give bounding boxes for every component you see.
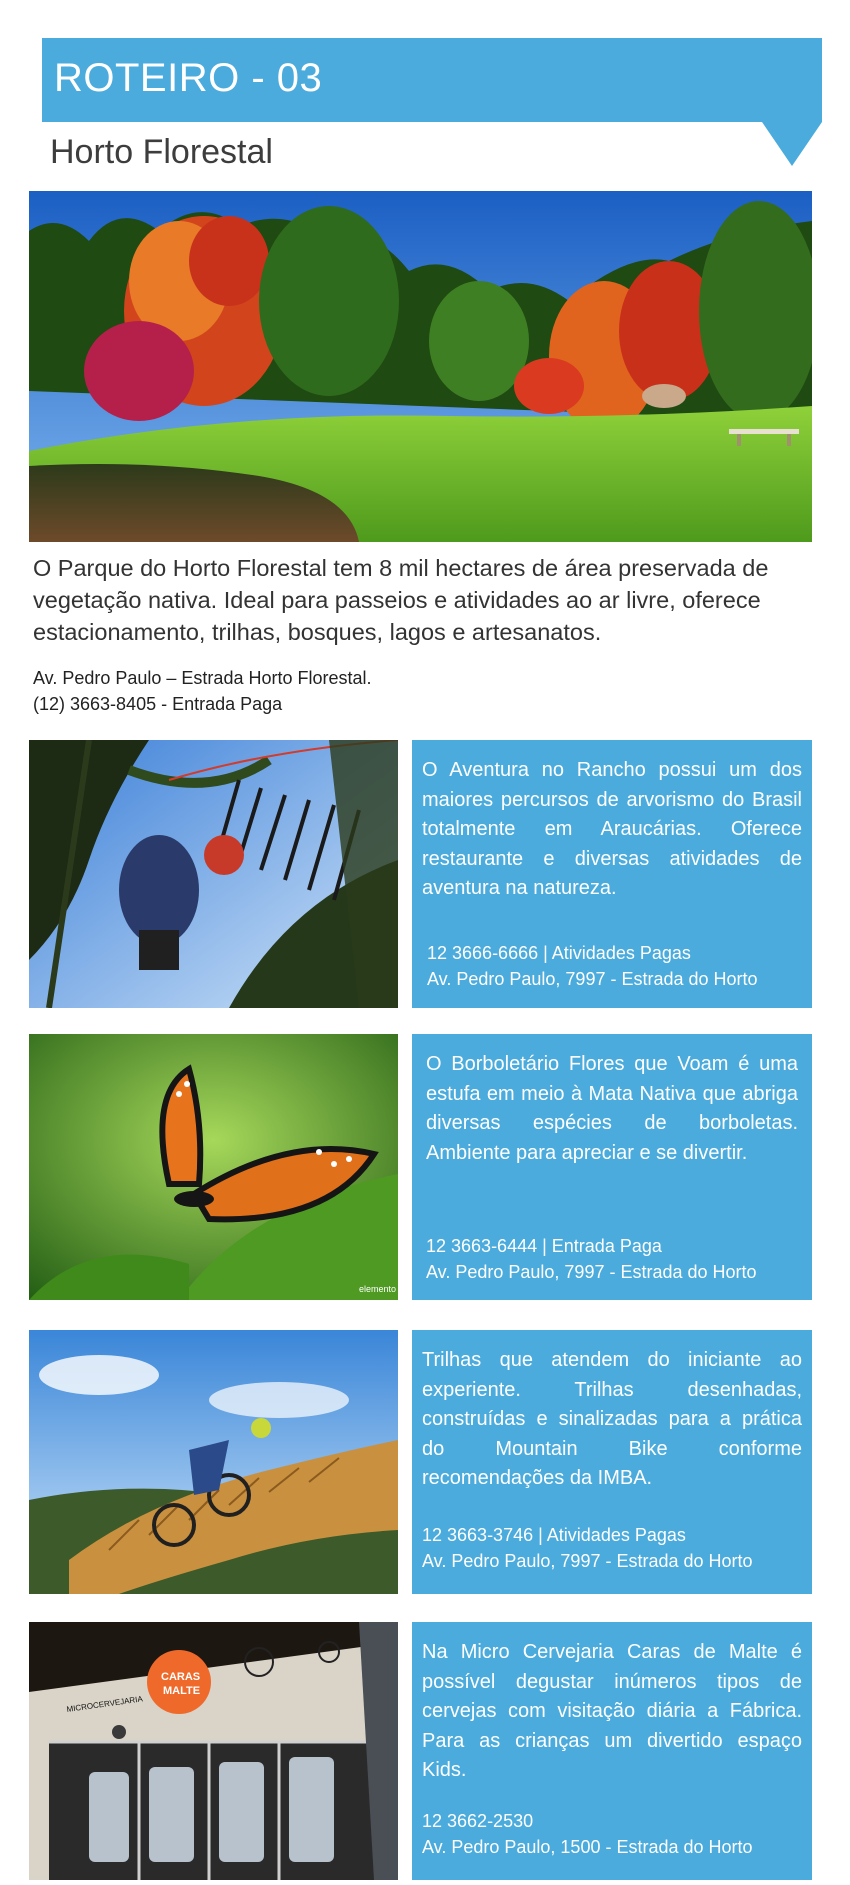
attraction-address: Av. Pedro Paulo, 7997 - Estrada do Horto <box>427 969 758 989</box>
intro-paragraph: O Parque do Horto Florestal tem 8 mil hectares de área preservada de vegetação nativa. Ideal para passeios e atividades ao ar livre, oferece estacionamento, trilhas, bosques, lagos e artesanatos. <box>33 555 769 645</box>
hero-park-photo <box>29 191 812 542</box>
attraction-row-borboletario <box>29 1034 812 1300</box>
attraction-row-trilhas <box>29 1330 812 1594</box>
attraction-address: Av. Pedro Paulo, 7997 - Estrada do Horto <box>422 1551 753 1571</box>
attraction-phone: 12 3663-6444 | Entrada Paga <box>426 1236 662 1256</box>
attraction-contact-block <box>422 940 804 992</box>
attraction-phone: 12 3666-6666 | Atividades Pagas <box>427 943 691 963</box>
attraction-phone: 12 3662-2530 <box>422 1811 534 1831</box>
attraction-card-trilhas <box>412 1330 812 1594</box>
intro-address <box>33 665 372 717</box>
brewery-photo <box>29 1622 398 1880</box>
page-subtitle: Horto Florestal <box>50 133 273 171</box>
title-banner <box>42 38 822 122</box>
attraction-contact-block <box>426 1233 804 1285</box>
attraction-description: Na Micro Cervejaria Caras de Malte é possível degustar inúmeros tipos de cervejas com visitação diária a Fábrica. Para as crianças um divertido espaço Kids. <box>422 1641 802 1781</box>
attraction-row-cervejaria <box>29 1622 812 1880</box>
intro-phone-line: (12) 3663-8405 - Entrada Paga <box>33 694 283 714</box>
attraction-address: Av. Pedro Paulo, 1500 - Estrada do Horto <box>422 1837 753 1857</box>
intro-address-line: Av. Pedro Paulo – Estrada Horto Florestal. <box>33 668 372 688</box>
attraction-phone: 12 3663-3746 | Atividades Pagas <box>422 1525 686 1545</box>
attraction-address: Av. Pedro Paulo, 7997 - Estrada do Horto <box>426 1262 757 1282</box>
mountain-bike-photo <box>29 1330 398 1594</box>
attraction-row-aventura <box>29 740 812 1008</box>
brewery-sign-text: MICROCERVEJARIA <box>66 1694 144 1714</box>
attraction-card-aventura <box>412 740 812 1008</box>
butterfly-photo <box>29 1034 398 1300</box>
attraction-description: Trilhas que atendem do iniciante ao experiente. Trilhas desenhadas, construídas e sinalizadas para a prática do Mountain Bike conforme recomendações da IMBA. <box>422 1349 802 1489</box>
banner-arrow-icon <box>762 122 822 166</box>
attraction-contact-block <box>422 1808 804 1860</box>
tree-climbing-photo <box>29 740 398 1008</box>
brewery-logo-line1: CARAS <box>161 1671 201 1683</box>
attraction-card-cervejaria <box>412 1622 812 1880</box>
attraction-description: O Aventura no Rancho possui um dos maiores percursos de arvorismo do Brasil totalmente em Araucárias. Oferece restaurante e diversas atividades de aventura na natureza. <box>422 759 802 899</box>
attraction-card-borboletario <box>412 1034 812 1300</box>
page-title: ROTEIRO - 03 <box>54 56 323 100</box>
brewery-logo-line2: MALTE <box>163 1685 201 1697</box>
attraction-description: O Borboletário Flores que Voam é uma estufa em meio à Mata Nativa que abriga diversas espécies de borboletas. Ambiente para apreciar e se divertir. <box>426 1053 798 1164</box>
attraction-contact-block <box>422 1522 804 1574</box>
photo-watermark: elemento <box>359 1284 397 1294</box>
